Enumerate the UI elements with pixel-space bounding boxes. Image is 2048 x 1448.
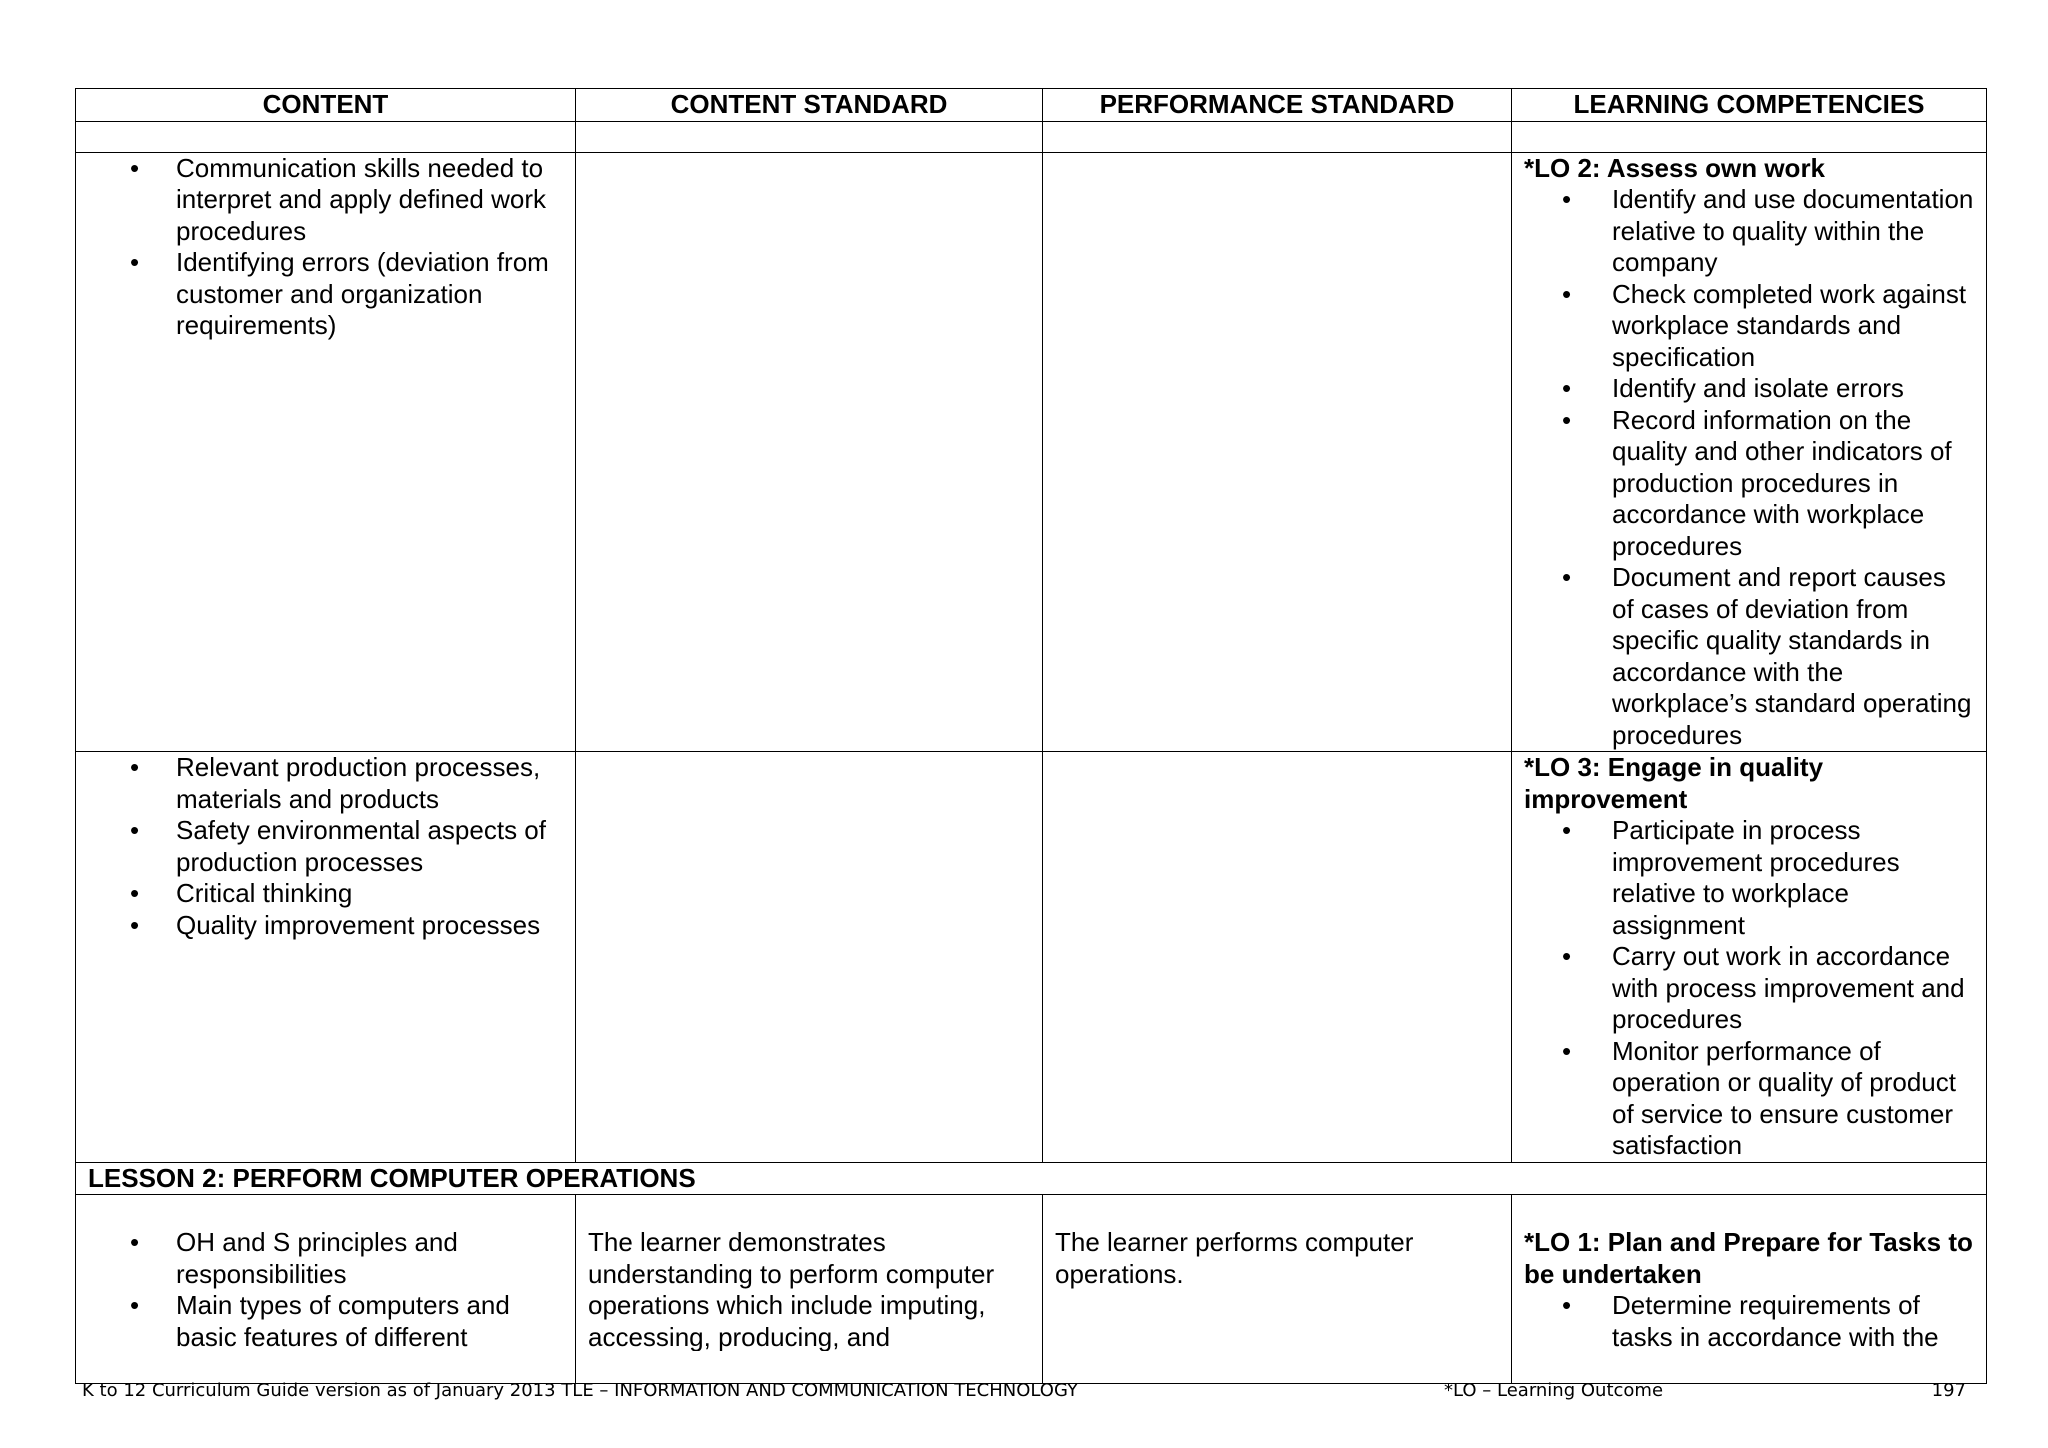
lesson-row — [76, 1162, 1987, 1195]
empty-cell — [1512, 121, 1987, 152]
competencies-cell — [1512, 752, 1987, 1163]
content-cell — [76, 152, 576, 752]
list-item: • Identify and isolate errors — [1612, 373, 1974, 405]
content-standard-cell — [576, 752, 1043, 1163]
competencies-cell — [1512, 1195, 1987, 1384]
content-standard-cell — [576, 1195, 1043, 1384]
list-item: • Identify and use documentation relative to quality within the company — [1612, 184, 1974, 279]
page-number: 197 — [1931, 1380, 1966, 1401]
list-item: • Identifying errors (deviation from customer and organization requirements) — [176, 247, 563, 342]
table-row — [76, 752, 1987, 1163]
list-item: • Critical thinking — [176, 878, 563, 910]
list-item: • Check completed work against workplace standards and specification — [1612, 279, 1974, 374]
table-row — [76, 1195, 1987, 1384]
content-list — [88, 1227, 563, 1351]
footer-title: K to 12 Curriculum Guide version as of January 2013 TLE – INFORMATION AND COMMUNICATION TECHNOLOGY — [82, 1380, 1078, 1401]
list-item: • Record information on the quality and other indicators of production procedures in accordance with workplace procedures — [1612, 405, 1974, 563]
header-content-standard: CONTENT STANDARD — [576, 89, 1043, 122]
performance-standard-cell — [1043, 752, 1512, 1163]
empty-cell — [76, 121, 576, 152]
list-item: • Document and report causes of cases of deviation from specific quality standards in accordance with the workplace’s standard operating procedures — [1612, 562, 1974, 751]
content-standard-cell — [576, 152, 1043, 752]
content-standard-text: The learner demonstrates understanding to perform computer operations which include imputing, accessing, producing, and — [588, 1227, 995, 1351]
learning-outcome-title: *LO 3: Engage in quality improvement — [1524, 752, 1824, 814]
content-list — [88, 752, 563, 941]
list-item: • Determine requirements of tasks in accordance with the — [1612, 1290, 1974, 1351]
list-item: • Communication skills needed to interpret and apply defined work procedures — [176, 153, 563, 248]
performance-standard-text: The learner performs computer operations. — [1055, 1227, 1414, 1289]
content-cell — [76, 752, 576, 1163]
competency-list — [1524, 815, 1974, 1162]
empty-row — [76, 121, 1987, 152]
learning-outcome-title: *LO 1: Plan and Prepare for Tasks to be undertaken — [1524, 1227, 1973, 1289]
list-item: • Relevant production processes, materials and products — [176, 752, 563, 815]
content-cell — [76, 1195, 576, 1384]
content-list — [88, 153, 563, 342]
list-item: • Carry out work in accordance with process improvement and procedures — [1612, 941, 1974, 1036]
empty-cell — [1043, 121, 1512, 152]
table-row — [76, 152, 1987, 752]
curriculum-table — [75, 88, 1987, 1384]
competencies-cell — [1512, 152, 1987, 752]
header-row — [76, 89, 1987, 122]
performance-standard-cell — [1043, 1195, 1512, 1384]
list-item: • Main types of computers and basic features of different — [176, 1290, 563, 1351]
header-learning-competencies: LEARNING COMPETENCIES — [1512, 89, 1987, 122]
competency-list — [1524, 1290, 1974, 1351]
learning-outcome-title: *LO 2: Assess own work — [1524, 152, 1826, 183]
list-item: • Monitor performance of operation or quality of product of service to ensure customer satisfaction — [1612, 1036, 1974, 1162]
performance-standard-cell — [1043, 152, 1512, 752]
list-item: • OH and S principles and responsibilities — [176, 1227, 563, 1290]
competency-list — [1524, 184, 1974, 751]
header-content: CONTENT — [76, 89, 576, 122]
page-footer — [82, 1380, 1966, 1406]
list-item: • Quality improvement processes — [176, 910, 563, 942]
empty-cell — [576, 121, 1043, 152]
footer-legend: *LO – Learning Outcome — [1444, 1380, 1664, 1401]
list-item: • Safety environmental aspects of production processes — [176, 815, 563, 878]
header-performance-standard: PERFORMANCE STANDARD — [1043, 89, 1512, 122]
lesson-title: LESSON 2: PERFORM COMPUTER OPERATIONS — [76, 1162, 1987, 1195]
list-item: • Participate in process improvement procedures relative to workplace assignment — [1612, 815, 1974, 941]
